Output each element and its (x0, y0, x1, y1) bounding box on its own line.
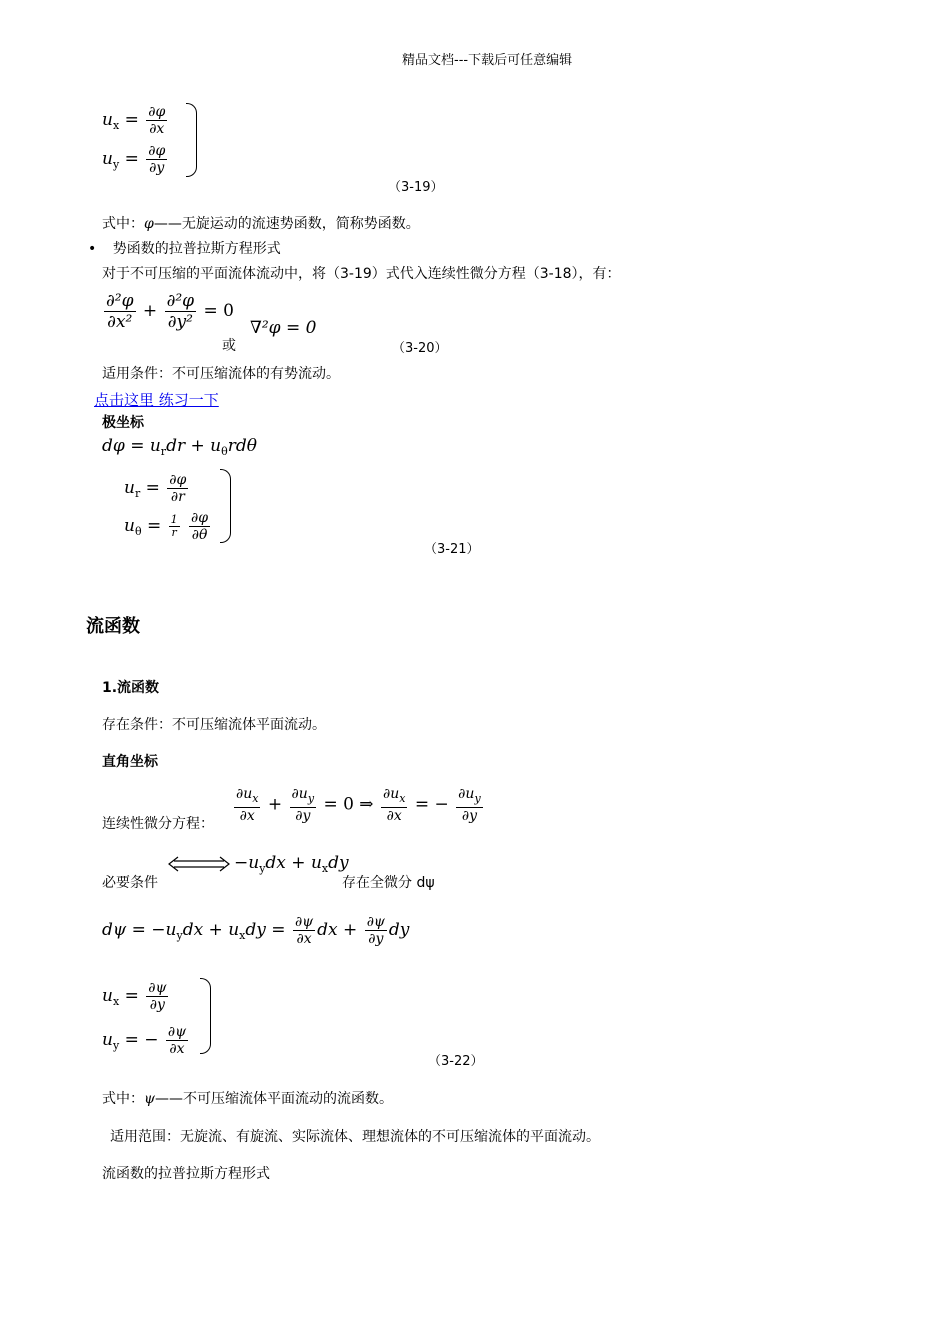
equation-number: （3-22） (428, 1054, 484, 1069)
right-brace (200, 978, 211, 1054)
continuity-label: 连续性微分方程： (102, 816, 214, 832)
subsection-title: 1.流函数 (102, 680, 160, 696)
necessary-label: 必要条件 (102, 875, 158, 891)
eq-ur: $u_r$ = $\frac{\partial\varphi}{\partial r}$ (124, 472, 187, 505)
continuity-equation: $\frac{\partial u_x}{\partial x}$ + $\frac{\partial u_y}{\partial y}$ = 0 ⇒ $\frac{\partial u_x}{\partial x}$ = − $\frac{\partial u_y}{\partial y}$ (236, 786, 481, 824)
scope-line: 适用范围：无旋流、有旋流、实际流体、理想流体的不可压缩流体的平面流动。 (110, 1129, 600, 1145)
eq-ux-psi: $u_x$ = $\frac{\partial\psi}{\partial y}$ (102, 980, 167, 1013)
eq-uy-psi: $u_y$ = − $\frac{\partial\psi}{\partial x}$ (102, 1024, 187, 1057)
right-brace (220, 469, 231, 543)
page-header: 精品文档---下载后可任意编辑 (402, 53, 573, 68)
dpsi-equation: $d\psi = -u_ydx + u_xdy$ = $\frac{\partial\psi}{\partial x}$ dx + $\frac{\partial\psi}{\partial y}$ dy (102, 914, 410, 947)
total-differential-label: 存在全微分 dψ (342, 875, 435, 891)
nabla-equation: ∇²φ = 0 (250, 318, 317, 338)
definition-line: 式中：ψ——不可压缩流体平面流动的流函数。 (102, 1091, 393, 1107)
eq-ux: $u_x$ = $\frac{\partial\varphi}{\partial x}$ (102, 104, 166, 137)
equation-number: （3-19） (388, 180, 444, 195)
equation-number: （3-20） (392, 341, 448, 356)
section-title: 流函数 (86, 616, 140, 637)
bullet-item: • 势函数的拉普拉斯方程形式 (88, 241, 281, 257)
eq-uy: $u_y$ = $\frac{\partial\varphi}{\partial y}$ (102, 143, 166, 176)
laplace-heading: 流函数的拉普拉斯方程形式 (102, 1166, 270, 1182)
polar-heading: 极坐标 (102, 415, 144, 431)
double-arrow-icon (168, 856, 230, 872)
definition-line: 式中：φ——无旋运动的流速势函数，简称势函数。 (102, 216, 420, 232)
rect-heading: 直角坐标 (102, 754, 158, 770)
eq-utheta: $u_\theta$ = $\frac{1}{r}$ $\frac{\partial\varphi}{\partial\theta}$ (124, 510, 209, 543)
existence-condition: 存在条件：不可压缩流体平面流动。 (102, 717, 326, 733)
equation-number: （3-21） (424, 542, 480, 557)
bullet-marker: • (88, 241, 97, 257)
or-label: 或 (222, 338, 236, 354)
necessary-expression: $-u_ydx + u_xdy$ (234, 853, 349, 875)
paragraph: 对于不可压缩的平面流体流动中，将（3-19）式代入连续性微分方程（3-18），有： (102, 266, 621, 282)
laplace-equation: $\frac{\text{∂²φ}}{\text{∂x²}}$ + $\frac{\text{∂²φ}}{\text{∂y²}}$ = 0 (106, 291, 234, 332)
dphi-equation: $d\varphi = u_rdr + u_\theta rd\theta$ (102, 436, 257, 458)
practice-link[interactable]: 点击这里 练习一下 (94, 391, 219, 409)
right-brace (186, 103, 197, 177)
condition-line: 适用条件：不可压缩流体的有势流动。 (102, 366, 340, 382)
